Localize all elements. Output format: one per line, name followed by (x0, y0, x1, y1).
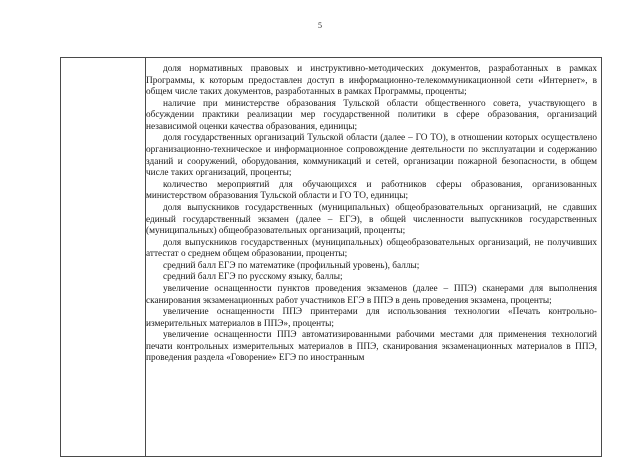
page-number: 5 (318, 21, 322, 30)
paragraph: увеличение оснащенности пунктов проведения экзаменов (далее – ППЭ) сканерами для выполнения сканирования экзаменационных работ участников ЕГЭ в ППЭ в день проведения экзамена, проценты; (146, 283, 597, 306)
indicators-table (60, 57, 602, 457)
table-left-column (61, 58, 146, 456)
table-right-column (146, 64, 597, 365)
paragraph: средний балл ЕГЭ по русскому языку, баллы; (163, 272, 343, 283)
paragraph: доля выпускников государственных (муниципальных) общеобразовательных организаций, не получивших аттестат о среднем общем образовании, проценты; (146, 237, 597, 260)
paragraph: количество мероприятий для обучающихся и работников сферы образования, организованных министерством образования Тульской области и ГО ТО, единицы; (146, 179, 597, 202)
paragraph: доля нормативных правовых и инструктивно-методических документов, разработанных в рамках Программы, к которым предоставлен доступ в информационно-телекоммуникационной сети «Интернет», в общем числе таких документов, разработанных в рамках Программы, проценты; (146, 64, 597, 98)
paragraph: средний балл ЕГЭ по математике (профильный уровень), баллы; (163, 260, 420, 271)
paragraph: увеличение оснащенности ППЭ принтерами для использования технологии «Печать контрольно-измерительных материалов в ППЭ», проценты; (146, 307, 597, 329)
paragraph: доля выпускников государственных (муниципальных) общеобразовательных организаций, не сдавших единый государственный экзамен (далее – ЕГЭ), в общей численности выпускников государственных (муниципальных) общеобразовательных организаций, проценты; (146, 202, 597, 237)
paragraph: доля государственных организаций Тульской области (далее – ГО ТО), в отношении которых осуществлено организационно-техническое и информационное сопровождение деятельности по эксплуатации и содержанию зданий и сооружений, оборудования, коммуникаций и сетей, организации пожарной безопасности, в общем числе таких организаций, проценты; (146, 133, 597, 179)
paragraph: наличие при министерстве образования Тульской области общественного совета, участвующего в обсуждении практики реализации мер государственной политики в сфере образования, организаций независимой оценки качества образования, единицы; (146, 98, 597, 132)
paragraph: увеличение оснащенности ППЭ автоматизированными рабочими местами для применения технологий печати контрольных измерительных материалов в ППЭ, сканирования экзаменационных материалов в ППЭ, проведения раздела «Говорение» ЕГЭ по иностранным (146, 330, 597, 364)
